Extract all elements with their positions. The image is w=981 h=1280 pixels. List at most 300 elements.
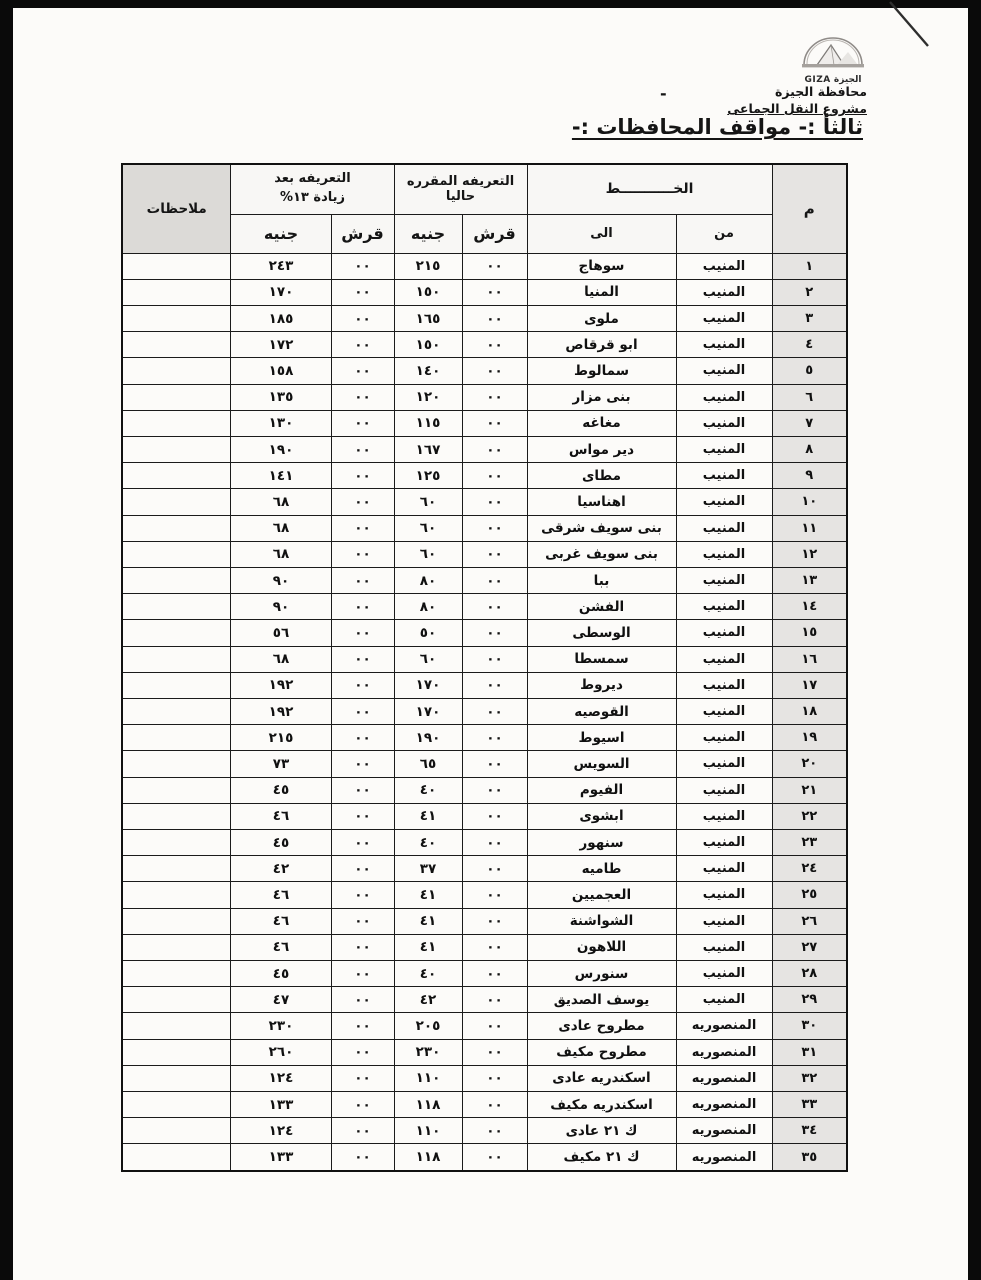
from-cell: المنيب [676,279,772,305]
org-name: محافظة الجيزة [775,84,867,99]
current-genih-cell: ٦٠ [394,515,462,541]
table-row [122,803,847,829]
row-number-cell: ٢١ [772,777,847,803]
row-number-cell: ٣٤ [772,1118,847,1144]
increased-genih-cell: ١٢٤ [231,1065,331,1091]
tariff-table-body [122,253,847,1171]
table-row [122,515,847,541]
current-genih-cell: ١٩٠ [394,725,462,751]
current-genih-cell: ٤٢ [394,987,462,1013]
row-number-cell: ٢٠ [772,751,847,777]
current-genih-cell: ٤١ [394,908,462,934]
increased-genih-cell: ١٢٤ [231,1118,331,1144]
notes-cell [122,1039,231,1065]
notes-cell [122,829,231,855]
to-cell: اسكندريه مكيف [527,1092,676,1118]
from-cell: المنيب [676,882,772,908]
table-row [122,384,847,410]
increased-qirsh-cell: ٠٠ [331,279,394,305]
row-number-cell: ٢٥ [772,882,847,908]
table-row [122,253,847,279]
from-cell: المنصوريه [676,1065,772,1091]
current-qirsh-cell: ٠٠ [462,1013,527,1039]
increased-qirsh-cell: ٠٠ [331,253,394,279]
to-cell: الفشن [527,594,676,620]
increased-qirsh-cell: ٠٠ [331,384,394,410]
notes-cell [122,384,231,410]
from-cell: المنيب [676,829,772,855]
current-genih-cell: ٦٠ [394,489,462,515]
row-number-cell: ٣ [772,305,847,331]
table-row [122,410,847,436]
increased-qirsh-cell: ٠٠ [331,882,394,908]
table-row [122,908,847,934]
increased-genih-cell: ٦٨ [231,515,331,541]
row-number-cell: ١ [772,253,847,279]
from-cell: المنيب [676,489,772,515]
increased-qirsh-cell: ٠٠ [331,410,394,436]
increased-genih-cell: ٩٠ [231,594,331,620]
from-cell: المنيب [676,908,772,934]
header-current-genih: جنيه [394,214,462,253]
increased-qirsh-cell: ٠٠ [331,908,394,934]
table-row [122,305,847,331]
table-row [122,594,847,620]
current-qirsh-cell: ٠٠ [462,672,527,698]
to-cell: الوسطى [527,620,676,646]
row-number-cell: ٢٨ [772,960,847,986]
row-number-cell: ١٩ [772,725,847,751]
from-cell: المنيب [676,672,772,698]
current-genih-cell: ٤٠ [394,960,462,986]
to-cell: مغاغه [527,410,676,436]
from-cell: المنيب [676,463,772,489]
row-number-cell: ١٢ [772,541,847,567]
row-number-cell: ١٨ [772,698,847,724]
row-number-cell: ٩ [772,463,847,489]
increased-qirsh-cell: ٠٠ [331,698,394,724]
row-number-cell: ٨ [772,436,847,462]
increased-genih-cell: ٦٨ [231,646,331,672]
increased-genih-cell: ٢٣٠ [231,1013,331,1039]
increased-qirsh-cell: ٠٠ [331,620,394,646]
increased-genih-cell: ٢٦٠ [231,1039,331,1065]
header-to: الى [527,214,676,253]
current-genih-cell: ١١٨ [394,1144,462,1171]
increased-qirsh-cell: ٠٠ [331,646,394,672]
current-genih-cell: ١٧٠ [394,698,462,724]
current-qirsh-cell: ٠٠ [462,1065,527,1091]
current-genih-cell: ٦٥ [394,751,462,777]
table-row [122,1144,847,1171]
notes-cell [122,436,231,462]
notes-cell [122,803,231,829]
table-row [122,436,847,462]
current-qirsh-cell: ٠٠ [462,777,527,803]
increased-qirsh-cell: ٠٠ [331,1118,394,1144]
increased-genih-cell: ١٩٢ [231,672,331,698]
notes-cell [122,1144,231,1171]
from-cell: المنيب [676,934,772,960]
increased-qirsh-cell: ٠٠ [331,1144,394,1171]
from-cell: المنيب [676,594,772,620]
current-genih-cell: ٤١ [394,882,462,908]
current-genih-cell: ٢٠٥ [394,1013,462,1039]
current-qirsh-cell: ٠٠ [462,620,527,646]
notes-cell [122,594,231,620]
increased-genih-cell: ٧٣ [231,751,331,777]
increased-qirsh-cell: ٠٠ [331,515,394,541]
table-row [122,777,847,803]
notes-cell [122,1092,231,1118]
increased-qirsh-cell: ٠٠ [331,1092,394,1118]
row-number-cell: ٧ [772,410,847,436]
increased-genih-cell: ٤٥ [231,960,331,986]
table-row [122,567,847,593]
from-cell: المنيب [676,646,772,672]
header-line-group: الخـــــــــــط [527,164,772,214]
to-cell: بنى مزار [527,384,676,410]
header-no: م [772,164,847,253]
to-cell: دير مواس [527,436,676,462]
notes-cell [122,725,231,751]
notes-cell [122,672,231,698]
table-row [122,960,847,986]
notes-cell [122,567,231,593]
current-qirsh-cell: ٠٠ [462,463,527,489]
to-cell: بنى سويف شرقى [527,515,676,541]
table-row [122,489,847,515]
current-genih-cell: ٤١ [394,934,462,960]
header-current-qirsh: قرش [462,214,527,253]
table-row [122,1039,847,1065]
increased-qirsh-cell: ٠٠ [331,829,394,855]
table-row [122,672,847,698]
current-genih-cell: ٨٠ [394,594,462,620]
to-cell: سوهاج [527,253,676,279]
notes-cell [122,987,231,1013]
table-row [122,541,847,567]
row-number-cell: ١٧ [772,672,847,698]
notes-cell [122,934,231,960]
from-cell: المنيب [676,253,772,279]
to-cell: يوسف الصديق [527,987,676,1013]
from-cell: المنصوريه [676,1144,772,1171]
current-genih-cell: ١١٠ [394,1118,462,1144]
from-cell: المنيب [676,960,772,986]
current-genih-cell: ١٢٥ [394,463,462,489]
stray-dash-mark: - [660,84,667,103]
increased-genih-cell: ١٧٠ [231,279,331,305]
table-row [122,829,847,855]
increased-qirsh-cell: ٠٠ [331,436,394,462]
scan-edge-left [0,0,13,1280]
from-cell: المنيب [676,751,772,777]
tariff-table [121,163,848,1172]
header-from: من [676,214,772,253]
from-cell: المنيب [676,384,772,410]
to-cell: العجميين [527,882,676,908]
table-row [122,1092,847,1118]
from-cell: المنيب [676,410,772,436]
row-number-cell: ٤ [772,332,847,358]
to-cell: اسيوط [527,725,676,751]
increased-genih-cell: ١٣٣ [231,1092,331,1118]
notes-cell [122,410,231,436]
table-row [122,358,847,384]
to-cell: اهناسيا [527,489,676,515]
increased-qirsh-cell: ٠٠ [331,1013,394,1039]
notes-cell [122,1118,231,1144]
notes-cell [122,358,231,384]
to-cell: ديروط [527,672,676,698]
increased-qirsh-cell: ٠٠ [331,541,394,567]
increased-genih-cell: ٢٤٣ [231,253,331,279]
notes-cell [122,646,231,672]
increased-qirsh-cell: ٠٠ [331,1039,394,1065]
table-row [122,1118,847,1144]
to-cell: السويس [527,751,676,777]
notes-cell [122,253,231,279]
notes-cell [122,620,231,646]
increased-genih-cell: ٤٧ [231,987,331,1013]
current-qirsh-cell: ٠٠ [462,410,527,436]
increased-genih-cell: ١٥٨ [231,358,331,384]
increased-qirsh-cell: ٠٠ [331,960,394,986]
table-row [122,856,847,882]
notes-cell [122,908,231,934]
current-genih-cell: ١٦٥ [394,305,462,331]
increased-qirsh-cell: ٠٠ [331,1065,394,1091]
logo-caption: الجيزة GIZA [804,75,862,85]
current-qirsh-cell: ٠٠ [462,489,527,515]
to-cell: سمسطا [527,646,676,672]
to-cell: الفيوم [527,777,676,803]
to-cell: طاميه [527,856,676,882]
increased-qirsh-cell: ٠٠ [331,751,394,777]
current-qirsh-cell: ٠٠ [462,646,527,672]
from-cell: المنصوريه [676,1092,772,1118]
notes-cell [122,332,231,358]
current-genih-cell: ٨٠ [394,567,462,593]
row-number-cell: ٢٣ [772,829,847,855]
header-increased-line1: التعريفه بعد [274,171,351,187]
giza-pyramids-icon [798,28,868,70]
from-cell: المنيب [676,777,772,803]
notes-cell [122,960,231,986]
current-qirsh-cell: ٠٠ [462,594,527,620]
row-number-cell: ١٦ [772,646,847,672]
notes-cell [122,882,231,908]
current-qirsh-cell: ٠٠ [462,987,527,1013]
table-row [122,332,847,358]
to-cell: سمالوط [527,358,676,384]
increased-genih-cell: ٦٨ [231,541,331,567]
to-cell: ببا [527,567,676,593]
current-qirsh-cell: ٠٠ [462,698,527,724]
increased-genih-cell: ١٩٠ [231,436,331,462]
to-cell: ابشوى [527,803,676,829]
table-row [122,725,847,751]
increased-genih-cell: ١٤١ [231,463,331,489]
current-qirsh-cell: ٠٠ [462,305,527,331]
current-qirsh-cell: ٠٠ [462,515,527,541]
row-number-cell: ٢٢ [772,803,847,829]
increased-genih-cell: ٦٨ [231,489,331,515]
from-cell: المنيب [676,332,772,358]
table-row [122,882,847,908]
to-cell: المنيا [527,279,676,305]
from-cell: المنيب [676,620,772,646]
row-number-cell: ٣٢ [772,1065,847,1091]
increased-qirsh-cell: ٠٠ [331,672,394,698]
notes-cell [122,305,231,331]
row-number-cell: ١٤ [772,594,847,620]
table-row [122,751,847,777]
from-cell: المنيب [676,803,772,829]
increased-genih-cell: ٤٥ [231,777,331,803]
from-cell: المنيب [676,358,772,384]
from-cell: المنيب [676,515,772,541]
increased-genih-cell: ٤٦ [231,882,331,908]
table-row [122,646,847,672]
increased-genih-cell: ١٣٥ [231,384,331,410]
header-notes: ملاحظات [122,164,231,253]
row-number-cell: ٣٣ [772,1092,847,1118]
from-cell: المنيب [676,305,772,331]
header-increased-genih: جنيه [231,214,331,253]
current-qirsh-cell: ٠٠ [462,882,527,908]
current-qirsh-cell: ٠٠ [462,358,527,384]
current-genih-cell: ١٢٠ [394,384,462,410]
current-genih-cell: ١١٥ [394,410,462,436]
increased-qirsh-cell: ٠٠ [331,777,394,803]
increased-qirsh-cell: ٠٠ [331,803,394,829]
row-number-cell: ١١ [772,515,847,541]
org-department: مشروع النقل الجماعى [727,101,867,116]
to-cell: مطاى [527,463,676,489]
increased-qirsh-cell: ٠٠ [331,856,394,882]
current-qirsh-cell: ٠٠ [462,1144,527,1171]
corner-fold-mark [882,0,942,52]
row-number-cell: ٢ [772,279,847,305]
current-genih-cell: ١٦٧ [394,436,462,462]
notes-cell [122,515,231,541]
current-qirsh-cell: ٠٠ [462,908,527,934]
increased-qirsh-cell: ٠٠ [331,987,394,1013]
notes-cell [122,777,231,803]
increased-genih-cell: ٢١٥ [231,725,331,751]
row-number-cell: ٥ [772,358,847,384]
current-qirsh-cell: ٠٠ [462,384,527,410]
current-qirsh-cell: ٠٠ [462,856,527,882]
increased-genih-cell: ٤٦ [231,908,331,934]
table-row [122,987,847,1013]
current-genih-cell: ١٤٠ [394,358,462,384]
from-cell: المنيب [676,856,772,882]
row-number-cell: ٦ [772,384,847,410]
notes-cell [122,489,231,515]
current-genih-cell: ٤٠ [394,829,462,855]
to-cell: سنورس [527,960,676,986]
header-increased-line2: زيادة ١٣% [279,190,345,206]
table-row [122,1013,847,1039]
current-genih-cell: ١٥٠ [394,279,462,305]
table-row [122,698,847,724]
to-cell: مطروح مكيف [527,1039,676,1065]
row-number-cell: ١٥ [772,620,847,646]
current-genih-cell: ١١٨ [394,1092,462,1118]
current-qirsh-cell: ٠٠ [462,960,527,986]
scan-edge-top [0,0,981,8]
from-cell: المنصوريه [676,1118,772,1144]
current-genih-cell: ٤٠ [394,777,462,803]
current-qirsh-cell: ٠٠ [462,332,527,358]
notes-cell [122,751,231,777]
from-cell: المنيب [676,567,772,593]
header-increased-tariff-group [231,164,394,214]
to-cell: ك ٢١ عادى [527,1118,676,1144]
giza-logo [795,28,871,85]
increased-genih-cell: ٩٠ [231,567,331,593]
row-number-cell: ٢٩ [772,987,847,1013]
from-cell: المنيب [676,698,772,724]
table-row [122,934,847,960]
notes-cell [122,463,231,489]
row-number-cell: ٣١ [772,1039,847,1065]
to-cell: القوصيه [527,698,676,724]
table-row [122,279,847,305]
notes-cell [122,1065,231,1091]
row-number-cell: ١٣ [772,567,847,593]
increased-qirsh-cell: ٠٠ [331,358,394,384]
increased-genih-cell: ٤٦ [231,803,331,829]
from-cell: المنصوريه [676,1039,772,1065]
current-genih-cell: ٦٠ [394,541,462,567]
header-row-groups [122,164,847,214]
to-cell: اللاهون [527,934,676,960]
current-genih-cell: ٥٠ [394,620,462,646]
current-genih-cell: ٤١ [394,803,462,829]
current-qirsh-cell: ٠٠ [462,253,527,279]
current-qirsh-cell: ٠٠ [462,725,527,751]
row-number-cell: ٣٥ [772,1144,847,1171]
row-number-cell: ٣٠ [772,1013,847,1039]
document-title: ثالثأ :- مواقف المحافظات :- [571,115,863,139]
current-genih-cell: ٦٠ [394,646,462,672]
increased-genih-cell: ٤٦ [231,934,331,960]
current-qirsh-cell: ٠٠ [462,279,527,305]
current-genih-cell: ١٧٠ [394,672,462,698]
current-qirsh-cell: ٠٠ [462,1039,527,1065]
row-number-cell: ١٠ [772,489,847,515]
current-qirsh-cell: ٠٠ [462,567,527,593]
header-increased-qirsh: قرش [331,214,394,253]
increased-genih-cell: ٥٦ [231,620,331,646]
notes-cell [122,856,231,882]
increased-qirsh-cell: ٠٠ [331,489,394,515]
increased-qirsh-cell: ٠٠ [331,934,394,960]
to-cell: مطروح عادى [527,1013,676,1039]
table-row [122,463,847,489]
current-qirsh-cell: ٠٠ [462,1118,527,1144]
increased-genih-cell: ١٣٣ [231,1144,331,1171]
to-cell: سنهور [527,829,676,855]
increased-genih-cell: ٤٢ [231,856,331,882]
to-cell: بنى سويف غربى [527,541,676,567]
current-genih-cell: ١٥٠ [394,332,462,358]
increased-qirsh-cell: ٠٠ [331,463,394,489]
